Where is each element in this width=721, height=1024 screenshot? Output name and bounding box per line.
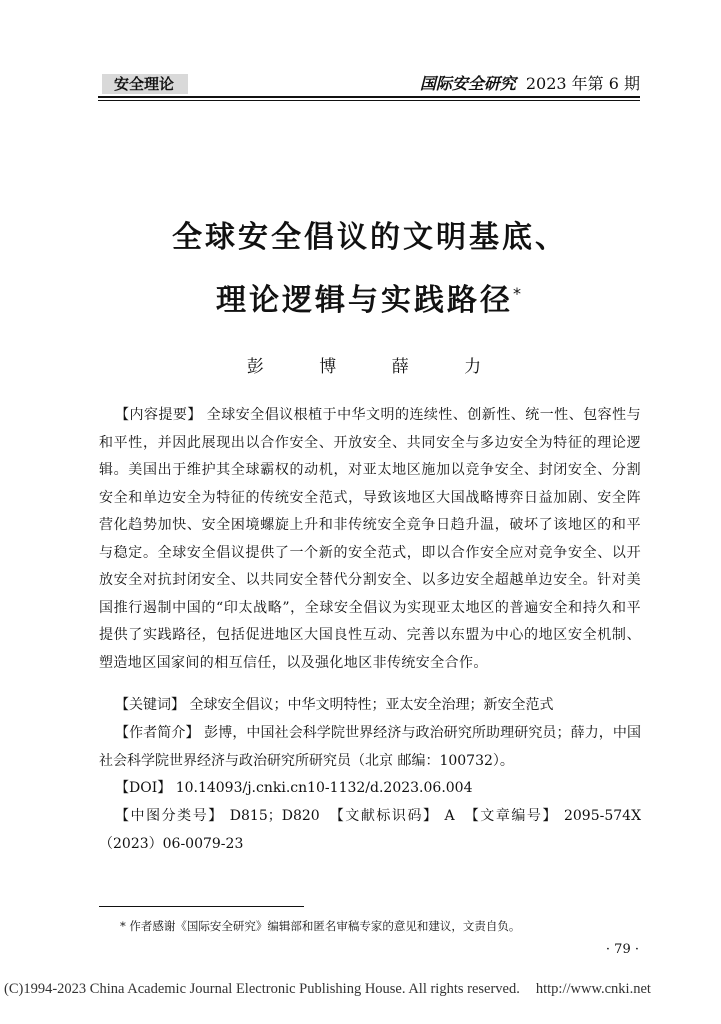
page-number: · 79 · xyxy=(605,942,639,957)
abstract-paragraph xyxy=(99,402,641,677)
section-tag: 安全理论 xyxy=(102,74,188,94)
article-title-line2 xyxy=(100,276,640,319)
title-text: 理论逻辑与实践路径 xyxy=(216,283,513,318)
header-rule xyxy=(98,96,640,98)
clc-label: 【中图分类号】 xyxy=(115,808,224,824)
footnote: * 作者感谢《国际安全研究》编辑部和匿名审稿专家的意见和建议，文责自负。 xyxy=(120,919,521,933)
running-header xyxy=(98,74,640,100)
copyright-text: (C)1994-2023 China Academic Journal Electronic Publishing House. All rights reserved. xyxy=(4,981,520,997)
issue-number: 2023 年第 6 期 xyxy=(525,74,640,93)
journal-info xyxy=(420,74,640,94)
keywords-label: 【关键词】 xyxy=(115,697,185,713)
footnote-rule xyxy=(99,906,304,907)
cnki-link[interactable]: http://www.cnki.net xyxy=(535,981,651,997)
abstract xyxy=(99,402,641,677)
clc-value: D815；D820 xyxy=(229,808,320,824)
doc-code-label: 【文献标识码】 xyxy=(336,808,439,824)
keywords xyxy=(99,692,641,720)
header-rule-thin xyxy=(98,100,640,101)
author-list xyxy=(100,352,640,377)
copyright-line xyxy=(4,981,720,998)
abstract-text: 全球安全倡议根植于中华文明的连续性、创新性、统一性、包容性与和平性，并因此展现出以合作安全、开放安全、共同安全与多边安全为特征的理论逻辑。美国出于维护其全球霸权的动机，对亚太地区施加以竞争安全、封闭安全、分割安全和单边安全为特征的传统安全范式，导致该地区大国战略博弈日益加剧、安全阵营化趋势加快、安全困境螺旋上升和非传统安全竞争日趋升温，破坏了该地区的和平与稳定。全球安全倡议提供了一个新的安全范式，即以合作安全应对竞争安全、以开放安全对抗封闭安全、以共同安全替代分割安全、以多边安全超越单边安全。针对美国推行遏制中国的“印太战略”，全球安全倡议为实现亚太地区的普遍安全和持久和平提供了实践路径，包括促进地区大国良性互动、完善以东盟为中心的地区安全机制、塑造地区国家间的相互信任，以及强化地区非传统安全合作。 xyxy=(99,407,641,671)
author-intro-text: 彭博，中国社会科学院世界经济与政治研究所助理研究员；薛力，中国社会科学院世界经济与政治研究所研究员（北京 邮编：100732）。 xyxy=(99,725,641,769)
doi-label: 【DOI】 xyxy=(115,780,172,796)
author-name: 彭 博 xyxy=(246,357,349,377)
article-number-label: 【文章编号】 xyxy=(471,808,558,824)
doi-text: 10.14093/j.cnki.cn10-1132/d.2023.06.004 xyxy=(175,780,473,796)
title-footnote-mark: * xyxy=(513,284,524,303)
author-intro xyxy=(99,720,641,775)
doi xyxy=(99,775,641,803)
journal-name: 国际安全研究 xyxy=(419,74,516,93)
abstract-label: 【内容提要】 xyxy=(115,407,202,423)
keywords-text: 全球安全倡议；中华文明特性；亚太安全治理；新安全范式 xyxy=(189,697,554,713)
author-name: 薛 力 xyxy=(391,357,494,377)
article-title-line1: 全球安全倡议的文明基底、 xyxy=(172,220,568,255)
author-intro-label: 【作者简介】 xyxy=(115,725,200,741)
doc-code-value: A xyxy=(444,808,455,824)
classification xyxy=(99,803,641,858)
article-number-value: 2095-574X（2023）06-0079-23 xyxy=(99,808,642,852)
